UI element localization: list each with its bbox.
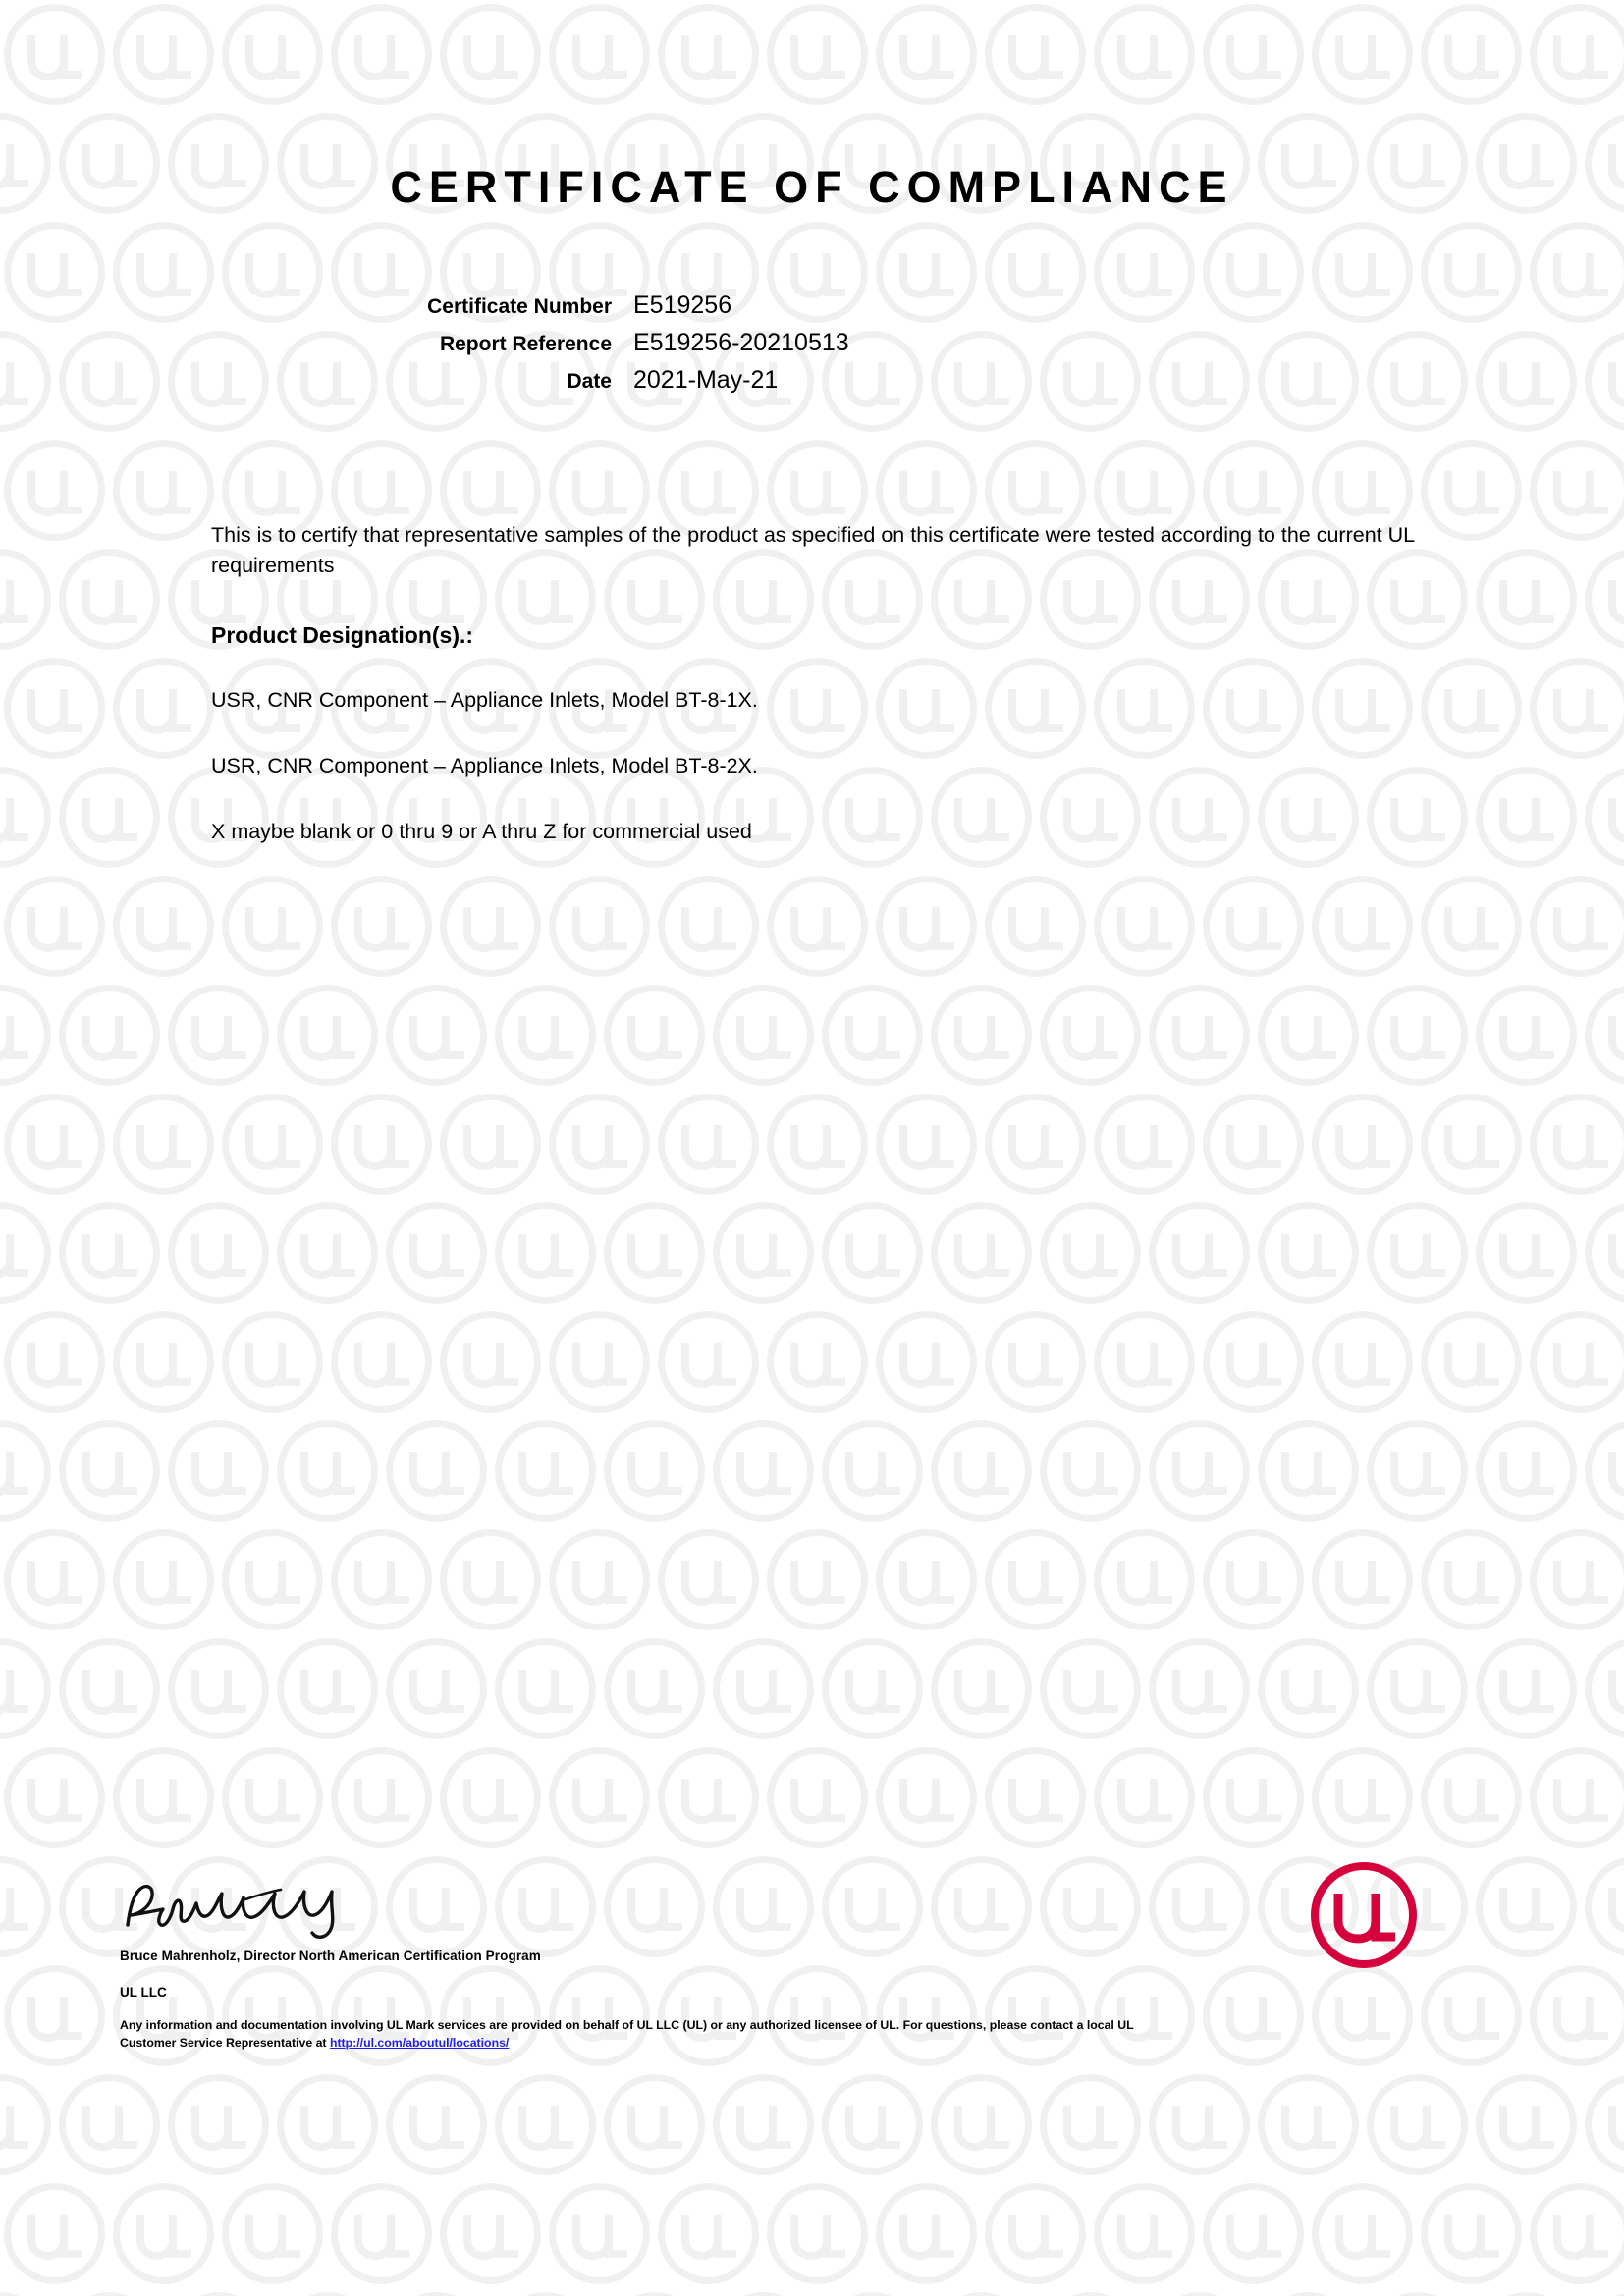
ul-watermark-mark — [164, 981, 273, 1090]
ul-watermark-mark — [654, 2179, 763, 2288]
ul-watermark-mark — [1363, 981, 1472, 1090]
ul-watermark-mark — [1145, 1199, 1254, 1308]
ul-watermark-mark — [1036, 2288, 1145, 2296]
ul-watermark-mark — [0, 1199, 55, 1308]
ul-watermark-mark — [382, 1634, 491, 1743]
ul-watermark-mark — [1145, 2288, 1254, 2296]
ul-watermark-mark — [109, 654, 218, 763]
ul-watermark-mark — [0, 1090, 109, 1199]
ul-watermark-mark — [1308, 1090, 1417, 1199]
ul-watermark-mark — [763, 1525, 872, 1634]
ul-watermark-mark — [491, 2070, 600, 2179]
ul-watermark-mark — [1036, 1199, 1145, 1308]
ul-watermark-mark — [1090, 1090, 1199, 1199]
ul-watermark-mark — [0, 1634, 55, 1743]
ul-watermark-mark — [818, 1634, 927, 1743]
ul-watermark-mark — [600, 1416, 709, 1525]
ul-watermark-mark — [1472, 2288, 1581, 2296]
ul-watermark-mark — [927, 1416, 1036, 1525]
signature-icon — [120, 1870, 375, 1947]
meta-value-certificate-number: E519256 — [633, 292, 732, 319]
meta-row — [0, 329, 1624, 357]
ul-watermark-mark — [927, 2288, 1036, 2296]
ul-watermark-mark — [1526, 1308, 1624, 1416]
ul-watermark-mark — [1526, 436, 1624, 545]
ul-watermark-mark — [600, 1634, 709, 1743]
ul-watermark-mark — [981, 1308, 1090, 1416]
ul-watermark-mark — [1472, 981, 1581, 1090]
ul-watermark-mark — [600, 1199, 709, 1308]
ul-watermark-mark — [218, 2179, 327, 2288]
ul-watermark-mark — [654, 1090, 763, 1199]
ul-watermark-mark — [491, 1634, 600, 1743]
ul-watermark-mark — [1363, 1416, 1472, 1525]
ul-watermark-mark — [545, 2179, 654, 2288]
ul-watermark-mark — [1090, 1743, 1199, 1852]
ul-watermark-mark — [1199, 0, 1308, 109]
ul-watermark-mark — [1581, 1199, 1624, 1308]
ul-watermark-mark — [436, 1525, 545, 1634]
ul-watermark-mark — [0, 545, 55, 654]
meta-row — [0, 366, 1624, 395]
ul-watermark-mark — [872, 0, 981, 109]
ul-watermark-mark — [545, 1090, 654, 1199]
ul-watermark-mark — [1036, 1634, 1145, 1743]
ul-watermark-mark — [382, 981, 491, 1090]
ul-watermark-mark — [1199, 1090, 1308, 1199]
ul-watermark-mark — [1199, 1525, 1308, 1634]
ul-watermark-mark — [545, 0, 654, 109]
ul-watermark-mark — [327, 1743, 436, 1852]
product-line: USR, CNR Component – Appliance Inlets, Model BT-8-1X. — [211, 688, 758, 713]
ul-watermark-mark — [872, 872, 981, 981]
ul-watermark-mark — [600, 2070, 709, 2179]
ul-watermark-mark — [654, 1525, 763, 1634]
ul-watermark-mark — [0, 1743, 109, 1852]
ul-watermark-mark — [1581, 981, 1624, 1090]
ul-watermark-mark — [1581, 545, 1624, 654]
ul-watermark-mark — [1472, 1416, 1581, 1525]
ul-watermark-mark — [927, 2070, 1036, 2179]
ul-watermark-mark — [109, 0, 218, 109]
disclaimer-body: Any information and documentation involving UL Mark services are provided on behalf of UL LLC (UL) or any authorized licensee of UL. For questions, please contact a local UL Customer Service Representative at — [120, 2018, 1134, 2050]
ul-watermark-mark — [600, 2288, 709, 2296]
ul-watermark-mark — [109, 1525, 218, 1634]
ul-watermark-mark — [763, 0, 872, 109]
ul-watermark-mark — [1254, 981, 1363, 1090]
ul-watermark-mark — [1417, 2179, 1526, 2288]
ul-watermark-mark — [872, 1525, 981, 1634]
ul-watermark-mark — [0, 763, 55, 872]
ul-watermark-mark — [1036, 2070, 1145, 2179]
ul-watermark-mark — [55, 1634, 164, 1743]
ul-watermark-mark — [491, 2288, 600, 2296]
ul-watermark-mark — [763, 2179, 872, 2288]
ul-watermark-mark — [1090, 872, 1199, 981]
ul-watermark-mark — [0, 436, 109, 545]
ul-watermark-mark — [382, 2070, 491, 2179]
ul-watermark-mark — [218, 1743, 327, 1852]
ul-watermark-mark — [1090, 1525, 1199, 1634]
meta-label-report-reference: Report Reference — [439, 333, 612, 355]
ul-watermark-mark — [491, 1199, 600, 1308]
ul-watermark-mark — [818, 1416, 927, 1525]
ul-watermark-mark — [1472, 1634, 1581, 1743]
ul-watermark-mark — [1526, 2179, 1624, 2288]
ul-watermark-mark — [1363, 1199, 1472, 1308]
ul-watermark-mark — [55, 763, 164, 872]
ul-watermark-mark — [981, 1525, 1090, 1634]
certificate-body — [211, 520, 1527, 846]
ul-watermark-mark — [164, 2070, 273, 2179]
company-name: UL LLC — [120, 1985, 167, 2000]
ul-watermark-mark — [382, 1416, 491, 1525]
ul-watermark-mark — [55, 1199, 164, 1308]
ul-watermark-mark — [109, 1308, 218, 1416]
ul-watermark-mark — [436, 2179, 545, 2288]
ul-watermark-mark — [1308, 872, 1417, 981]
ul-watermark-mark — [709, 1199, 818, 1308]
ul-watermark-mark — [218, 1525, 327, 1634]
meta-label-certificate-number: Certificate Number — [427, 295, 612, 318]
ul-watermark-mark — [55, 1416, 164, 1525]
ul-watermark-mark — [709, 1634, 818, 1743]
ul-watermark-mark — [109, 1090, 218, 1199]
ul-locations-link[interactable]: http://ul.com/aboutul/locations/ — [329, 2035, 510, 2050]
ul-watermark-mark — [709, 1416, 818, 1525]
ul-watermark-mark — [1581, 1634, 1624, 1743]
ul-watermark-mark — [1308, 1525, 1417, 1634]
ul-logo — [1309, 1860, 1419, 1970]
certificate-meta — [0, 292, 1624, 403]
ul-watermark-mark — [654, 1308, 763, 1416]
ul-watermark-mark — [0, 654, 109, 763]
ul-watermark-mark — [981, 1090, 1090, 1199]
ul-watermark-mark — [1472, 2070, 1581, 2179]
ul-watermark-mark — [545, 1525, 654, 1634]
ul-watermark-mark — [0, 872, 109, 981]
ul-watermark-mark — [273, 981, 382, 1090]
product-line: USR, CNR Component – Appliance Inlets, Model BT-8-2X. — [211, 754, 758, 778]
ul-watermark-mark — [763, 1090, 872, 1199]
ul-watermark-mark — [1145, 1634, 1254, 1743]
ul-watermark-mark — [327, 1308, 436, 1416]
ul-watermark-mark — [1308, 1308, 1417, 1416]
meta-value-report-reference: E519256-20210513 — [633, 329, 849, 356]
meta-value-date: 2021-May-21 — [633, 366, 779, 394]
ul-watermark-mark — [0, 2070, 55, 2179]
ul-watermark-mark — [1254, 2070, 1363, 2179]
ul-watermark-mark — [436, 1090, 545, 1199]
ul-watermark-mark — [709, 981, 818, 1090]
ul-watermark-mark — [1526, 1525, 1624, 1634]
ul-watermark-mark — [109, 872, 218, 981]
ul-watermark-mark — [1581, 1852, 1624, 1961]
ul-watermark-mark — [0, 1416, 55, 1525]
ul-watermark-mark — [164, 1416, 273, 1525]
ul-watermark-mark — [0, 1852, 55, 1961]
ul-watermark-mark — [981, 872, 1090, 981]
ul-watermark-mark — [1308, 1743, 1417, 1852]
certification-statement: This is to certify that representative samples of the product as specified on this certificate were tested according to the current UL requirements — [211, 523, 1415, 577]
ul-watermark-mark — [600, 981, 709, 1090]
ul-watermark-mark — [1145, 981, 1254, 1090]
ul-watermark-mark — [164, 1634, 273, 1743]
ul-watermark-mark — [0, 1525, 109, 1634]
ul-watermark-mark — [55, 2070, 164, 2179]
ul-watermark-mark — [1581, 2288, 1624, 2296]
ul-watermark-mark — [763, 872, 872, 981]
ul-watermark-mark — [818, 2070, 927, 2179]
ul-watermark-mark — [327, 0, 436, 109]
ul-watermark-mark — [55, 545, 164, 654]
ul-watermark-mark — [218, 0, 327, 109]
ul-watermark-mark — [0, 1308, 109, 1416]
ul-watermark-mark — [1254, 2288, 1363, 2296]
meta-row — [0, 292, 1624, 320]
ul-watermark-mark — [218, 1090, 327, 1199]
ul-watermark-mark — [1199, 1743, 1308, 1852]
ul-watermark-mark — [545, 872, 654, 981]
ul-watermark-mark — [1363, 2070, 1472, 2179]
ul-watermark-mark — [763, 1743, 872, 1852]
ul-watermark-mark — [1199, 2179, 1308, 2288]
ul-watermark-mark — [1036, 1416, 1145, 1525]
ul-watermark-mark — [927, 1199, 1036, 1308]
ul-watermark-mark — [491, 1416, 600, 1525]
ul-watermark-mark — [545, 1743, 654, 1852]
ul-watermark-mark — [273, 2288, 382, 2296]
ul-watermark-mark — [1036, 981, 1145, 1090]
ul-watermark-mark — [1526, 0, 1624, 109]
ul-watermark-mark — [382, 2288, 491, 2296]
ul-watermark-mark — [55, 981, 164, 1090]
ul-watermark-mark — [327, 1525, 436, 1634]
ul-watermark-mark — [218, 872, 327, 981]
ul-watermark-mark — [1581, 2070, 1624, 2179]
ul-watermark-mark — [1254, 1634, 1363, 1743]
signatory-name: Bruce Mahrenholz, Director North American Certification Program — [120, 1949, 541, 1963]
ul-watermark-mark — [709, 2288, 818, 2296]
ul-watermark-mark — [382, 1199, 491, 1308]
ul-watermark-mark — [927, 1634, 1036, 1743]
page-title: CERTIFICATE OF COMPLIANCE — [390, 162, 1234, 212]
ul-watermark-mark — [1090, 2179, 1199, 2288]
ul-watermark-mark — [1526, 872, 1624, 981]
ul-watermark-mark — [1417, 1743, 1526, 1852]
ul-watermark-mark — [818, 1199, 927, 1308]
ul-watermark-mark — [1417, 1308, 1526, 1416]
ul-watermark-mark — [0, 2288, 55, 2296]
ul-watermark-mark — [273, 1634, 382, 1743]
ul-watermark-mark — [1581, 763, 1624, 872]
ul-watermark-mark — [0, 1961, 109, 2070]
ul-watermark-mark — [327, 1090, 436, 1199]
ul-watermark-mark — [654, 0, 763, 109]
ul-watermark-mark — [1526, 1743, 1624, 1852]
ul-watermark-mark — [1199, 1308, 1308, 1416]
ul-watermark-mark — [872, 1743, 981, 1852]
ul-watermark-mark — [1145, 2070, 1254, 2179]
ul-watermark-mark — [436, 872, 545, 981]
product-designation-heading: Product Designation(s).: — [211, 622, 474, 649]
ul-watermark-mark — [164, 2288, 273, 2296]
ul-watermark-mark — [273, 1416, 382, 1525]
ul-watermark-mark — [1090, 1308, 1199, 1416]
ul-watermark-mark — [1308, 0, 1417, 109]
ul-watermark-mark — [1363, 2288, 1472, 2296]
ul-watermark-mark — [1526, 654, 1624, 763]
ul-watermark-mark — [1417, 1525, 1526, 1634]
ul-watermark-mark — [1417, 872, 1526, 981]
ul-watermark-mark — [981, 1743, 1090, 1852]
ul-watermark-mark — [273, 1199, 382, 1308]
ul-watermark-mark — [1526, 1090, 1624, 1199]
ul-watermark-mark — [436, 0, 545, 109]
ul-watermark-mark — [545, 1308, 654, 1416]
ul-watermark-mark — [1145, 1416, 1254, 1525]
ul-watermark-mark — [1472, 1199, 1581, 1308]
ul-watermark-mark — [55, 2288, 164, 2296]
ul-watermark-mark — [818, 981, 927, 1090]
ul-watermark-mark — [218, 1308, 327, 1416]
ul-watermark-mark — [327, 2179, 436, 2288]
meta-label-date: Date — [567, 370, 612, 393]
ul-watermark-mark — [273, 2070, 382, 2179]
ul-watermark-mark — [0, 2179, 109, 2288]
ul-watermark-mark — [1254, 1416, 1363, 1525]
disclaimer-text — [120, 2017, 1141, 2053]
ul-watermark-mark — [763, 1308, 872, 1416]
ul-watermark-mark — [872, 1090, 981, 1199]
ul-watermark-mark — [164, 1199, 273, 1308]
ul-watermark-mark — [109, 2179, 218, 2288]
ul-watermark-mark — [0, 0, 109, 109]
ul-watermark-mark — [818, 2288, 927, 2296]
ul-watermark-mark — [0, 981, 55, 1090]
ul-watermark-mark — [436, 1743, 545, 1852]
ul-watermark-mark — [872, 1308, 981, 1416]
ul-watermark-mark — [654, 1743, 763, 1852]
ul-watermark-mark — [109, 436, 218, 545]
certificate-footer — [120, 1870, 1514, 2053]
ul-watermark-mark — [1417, 1090, 1526, 1199]
ul-watermark-mark — [109, 1743, 218, 1852]
ul-watermark-mark — [1254, 1199, 1363, 1308]
ul-watermark-mark — [654, 872, 763, 981]
ul-watermark-mark — [1199, 872, 1308, 981]
ul-watermark-mark — [872, 2179, 981, 2288]
ul-watermark-mark — [1308, 2179, 1417, 2288]
ul-watermark-mark — [1581, 1416, 1624, 1525]
ul-watermark-mark — [1363, 1634, 1472, 1743]
ul-watermark-mark — [1090, 0, 1199, 109]
ul-watermark-mark — [436, 1308, 545, 1416]
ul-watermark-mark — [981, 2179, 1090, 2288]
ul-watermark-mark — [1417, 0, 1526, 109]
ul-watermark-mark — [327, 872, 436, 981]
ul-watermark-mark — [1526, 1961, 1624, 2070]
ul-watermark-mark — [491, 981, 600, 1090]
product-note: X maybe blank or 0 thru 9 or A thru Z for commercial used — [211, 820, 752, 844]
ul-watermark-mark — [709, 2070, 818, 2179]
ul-watermark-mark — [981, 0, 1090, 109]
ul-watermark-mark — [927, 981, 1036, 1090]
